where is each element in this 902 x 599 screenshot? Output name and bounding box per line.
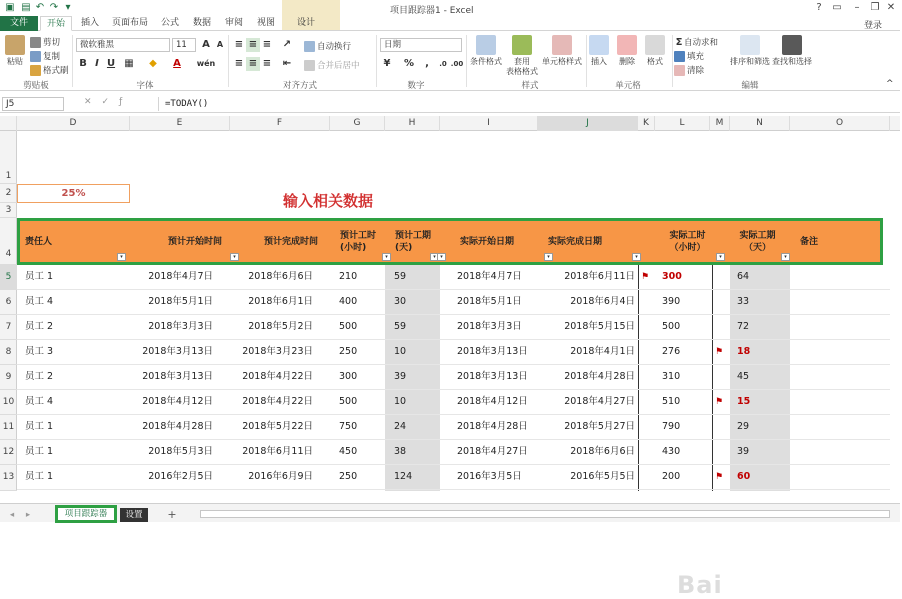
formula-input[interactable]: =TODAY() [158,97,896,111]
format-cells-button[interactable] [640,35,670,67]
column-header-selected[interactable]: J [538,116,638,131]
header-plan-hours-label: 预计工时 (小时) [340,230,377,253]
cell-as[interactable]: 2018年4月7日 [457,271,522,282]
header-plan-end-label: 预计完成时间 [263,236,318,247]
group-label-font: 字体 [136,81,154,91]
tab-insert[interactable]: 插入 [80,18,99,28]
row-header[interactable]: 9 [0,365,17,390]
ribbon-tabs [0,16,900,31]
cell-ah[interactable]: 276 [662,346,681,357]
cell-ad[interactable]: 60 [737,471,751,482]
cell-ah[interactable]: 510 [662,396,681,407]
copy-icon [30,51,41,62]
phonetic-icon[interactable]: wén [196,59,216,68]
cell-owner[interactable]: 员工 1 [25,271,54,282]
window-title: 项目跟踪器1 - Excel [390,6,474,16]
font-size-combo[interactable]: 11 [172,38,196,52]
flag-icon: ⚑ [641,272,650,282]
cell-owner[interactable]: 员工 4 [25,296,54,307]
name-box[interactable]: J5 [2,97,64,111]
sigma-icon: Σ [675,37,683,48]
table-row [17,340,890,365]
table-row [17,290,890,315]
scroll-left-icon[interactable]: ◂ [9,510,15,520]
cell-ph[interactable]: 500 [339,396,358,407]
sort-label: 排序和筛选 [730,57,770,66]
header-notes-label: 备注 [800,236,819,247]
binoculars-icon [782,35,802,55]
cell-pe[interactable]: 2018年6月1日 [248,296,313,307]
bold-button[interactable]: B [79,58,87,69]
cell-pe[interactable]: 2016年6月9日 [248,471,313,482]
row-header[interactable]: 10 [0,390,17,415]
redo-icon[interactable]: ↷ [49,2,59,13]
tab-home[interactable]: 开始 [40,16,72,31]
cell-pe[interactable]: 2018年4月22日 [242,371,313,382]
cell-ae[interactable]: 2018年6月6日 [570,446,635,457]
cell-ps[interactable]: 2018年5月3日 [148,446,213,457]
align-bottom-icon[interactable]: ≡ [262,39,272,50]
column-headers [0,116,900,131]
cell-pd[interactable]: 10 [394,396,407,407]
column-header[interactable]: L [655,116,710,131]
insert-cells-icon [589,35,609,55]
wrap-text-button[interactable] [304,40,351,52]
ribbon-display-icon[interactable]: ▭ [832,2,842,13]
paste-label: 粘贴 [7,57,23,66]
formula-buttons [84,97,132,107]
header-plan-days-label: 预计工期 (天) [395,230,432,253]
cell-ad[interactable]: 45 [737,371,750,382]
cell-ad[interactable]: 15 [737,396,751,407]
align-left-icon[interactable]: ≡ [234,58,244,69]
cell-ae[interactable]: 2018年4月27日 [564,396,635,407]
cell-pe[interactable]: 2018年5月2日 [248,321,313,332]
insert-cells-label: 插入 [591,57,607,66]
flag-icon: ⚑ [715,347,724,357]
italic-button[interactable]: I [95,58,99,69]
cell-ph[interactable]: 500 [339,321,358,332]
cell-owner[interactable]: 员工 2 [25,371,54,382]
separator [672,35,673,87]
filter-dropdown-icon[interactable]: ▾ [632,253,641,261]
separator [72,35,73,87]
cell-ad[interactable]: 18 [737,346,751,357]
cell-ae[interactable]: 2018年4月28日 [564,371,635,382]
sheet-heading: 输入相关数据 [283,192,374,210]
cell-as[interactable]: 2018年3月3日 [457,321,522,332]
row-headers [0,131,17,491]
delete-cells-button[interactable] [612,35,642,67]
format-cells-icon [645,35,665,55]
cell-ps[interactable]: 2018年3月3日 [148,321,213,332]
cell-ae[interactable]: 2016年5月5日 [570,471,635,482]
cell-ae[interactable]: 2018年6月4日 [570,296,635,307]
header-plan-days[interactable] [395,221,450,262]
cell-ph[interactable]: 250 [339,471,358,482]
column-header[interactable]: N [730,116,790,131]
column-header[interactable]: I [440,116,538,131]
cell-as[interactable]: 2016年3月5日 [457,471,522,482]
merge-label: 合并后居中 [317,61,360,71]
cell-ph[interactable]: 400 [339,296,358,307]
fill-label: 填充 [687,52,705,62]
clear-button[interactable] [674,64,704,76]
row-header[interactable]: 1 [0,131,17,184]
cell-ah[interactable]: 790 [662,421,681,432]
cell-ah[interactable]: 300 [662,271,682,282]
enter-icon[interactable]: ✓ [101,97,120,107]
increase-decimal-icon[interactable]: .0 [439,60,447,68]
help-icon[interactable]: ? [816,2,822,13]
excel-logo-icon: ▣ [5,2,15,13]
underline-button[interactable]: U [106,58,116,69]
header-plan-hours[interactable] [340,221,395,262]
fill-down-icon [674,51,685,62]
cell-ae[interactable]: 2018年5月27日 [564,421,635,432]
cell-ps[interactable]: 2016年2月5日 [148,471,213,482]
cell-as[interactable]: 2018年4月28日 [457,421,528,432]
paste-button[interactable] [0,35,30,67]
eraser-icon [674,65,685,76]
filter-dropdown-icon[interactable]: ▾ [430,253,439,261]
find-select-button[interactable] [770,35,814,67]
row-header[interactable]: 4 [0,218,17,265]
cell-as[interactable]: 2018年4月27日 [457,446,528,457]
cell-ps[interactable]: 2018年3月13日 [142,346,213,357]
column-header[interactable]: G [330,116,385,131]
cell-ah[interactable]: 390 [662,296,681,307]
row-header[interactable]: 3 [0,203,17,218]
decrease-decimal-icon[interactable]: .00 [450,60,464,68]
clear-label: 清除 [687,66,705,76]
wrap-icon [304,41,315,52]
comma-icon[interactable]: , [425,58,429,69]
cut-button[interactable] [30,36,60,48]
row-header[interactable]: 11 [0,415,17,440]
conditional-format-button[interactable] [466,35,506,67]
table-row [17,465,890,490]
cell-ad[interactable]: 64 [737,271,750,282]
table-row [17,390,890,415]
decrease-font-icon[interactable]: A [216,40,224,49]
cell-owner[interactable]: 员工 4 [25,396,54,407]
cell-pd[interactable]: 10 [394,346,407,357]
collapse-ribbon-icon[interactable]: ^ [886,79,894,89]
separator [228,35,229,87]
cell-ah[interactable]: 500 [662,321,681,332]
cell-ae[interactable]: 2018年4月1日 [570,346,635,357]
filter-dropdown-icon[interactable]: ▾ [437,253,446,261]
cell-ps[interactable]: 2018年3月13日 [142,371,213,382]
filter-dropdown-icon[interactable]: ▾ [544,253,553,261]
cell-pd[interactable]: 38 [394,446,407,457]
scroll-right-icon[interactable]: ▸ [25,510,31,520]
number-format-combo[interactable]: 日期 [380,38,462,52]
copy-label: 复制 [43,52,61,62]
header-plan-start-label: 预计开始时间 [167,236,222,247]
borders-icon[interactable]: ▦ [124,58,134,69]
separator [376,35,377,87]
cell-pe[interactable]: 2018年6月6日 [248,271,313,282]
header-owner-label: 责任人 [25,236,53,247]
filter-dropdown-icon[interactable]: ▾ [781,253,790,261]
cell-owner[interactable]: 员工 1 [25,471,54,482]
header-actual-hours-label: 实际工时 （小时） [669,230,706,253]
delete-cells-label: 删除 [619,57,635,66]
cell-ph[interactable]: 250 [339,346,358,357]
fx-icon[interactable]: ƒ [119,97,133,107]
header-actual-hours[interactable] [650,221,725,262]
cell-ae[interactable]: 2018年5月15日 [564,321,635,332]
row-header[interactable]: 12 [0,440,17,465]
merge-icon [304,60,315,71]
cell-style-icon [552,35,572,55]
row-header[interactable]: 8 [0,340,17,365]
orientation-icon[interactable]: ↗ [282,39,292,50]
cell-ah[interactable]: 200 [662,471,681,482]
wrap-label: 自动换行 [317,42,352,52]
cell-ps[interactable]: 2018年4月28日 [142,421,213,432]
column-header[interactable]: K [638,116,655,131]
cell-ph[interactable]: 750 [339,421,358,432]
cell-pe[interactable]: 2018年3月23日 [242,346,313,357]
row-header-selected[interactable]: 5 [0,265,17,290]
table-format-label: 套用 表格格式 [506,57,538,76]
header-actual-end-label: 实际完成日期 [548,236,603,247]
conditional-format-icon [476,35,496,55]
group-label-cells: 单元格 [615,81,641,91]
minimize-button[interactable]: – [854,2,860,13]
table-format-icon [512,35,532,55]
cell-ps[interactable]: 2018年4月7日 [148,271,213,282]
watermark: Bai [677,571,723,599]
cell-pd[interactable]: 59 [394,321,407,332]
header-notes[interactable] [800,221,860,262]
cell-as[interactable]: 2018年5月1日 [457,296,522,307]
column-header[interactable]: H [385,116,440,131]
header-actual-days[interactable] [725,221,790,262]
cell-owner[interactable]: 员工 3 [25,346,54,357]
accounting-icon[interactable]: ¥ [383,58,391,69]
cell-ae[interactable]: 2018年6月11日 [564,271,635,282]
sheet-tab-bar [0,503,900,522]
cell-ad[interactable]: 29 [737,421,750,432]
cell-pe[interactable]: 2018年6月11日 [242,446,313,457]
cell-pd[interactable]: 39 [394,371,407,382]
cell-ph[interactable]: 210 [339,271,358,282]
row-header[interactable]: 2 [0,184,17,203]
column-header[interactable]: F [230,116,330,131]
format-painter-button[interactable] [30,64,69,76]
tab-design[interactable]: 设计 [296,18,315,28]
login-link[interactable]: 登录 [863,21,882,31]
tab-file[interactable]: 文件 [0,16,38,31]
cell-ah[interactable]: 430 [662,446,681,457]
group-label-styles: 样式 [521,81,539,91]
fill-color-icon[interactable]: ◆ [149,58,157,69]
column-header[interactable]: D [17,116,130,131]
formula-bar [0,95,900,113]
table-row [17,415,890,440]
customize-qat-icon[interactable]: ▾ [65,2,71,13]
cell-pd[interactable]: 59 [394,271,407,282]
cell-ph[interactable]: 300 [339,371,358,382]
autosum-label: 自动求和 [684,38,719,48]
filter-dropdown-icon[interactable]: ▾ [230,253,239,261]
autosum-button[interactable] [674,36,718,48]
header-actual-start-label: 实际开始日期 [460,236,515,247]
ribbon [0,31,900,91]
sheet-tab-tracker[interactable]: 项目跟踪器 [55,505,117,523]
header-owner[interactable] [25,221,125,262]
tab-data[interactable]: 数据 [192,18,211,28]
sheet-tab-settings[interactable]: 设置 [120,508,148,522]
align-top-icon[interactable]: ≡ [234,39,244,50]
tab-view[interactable]: 视图 [256,18,275,28]
filter-dropdown-icon[interactable]: ▾ [716,253,725,261]
flag-icon: ⚑ [715,472,724,482]
column-header[interactable]: M [710,116,730,131]
paste-icon [5,35,25,55]
row-header[interactable]: 6 [0,290,17,315]
delete-cells-icon [617,35,637,55]
table-row [17,440,890,465]
group-label-editing: 编辑 [741,81,759,91]
add-sheet-button[interactable]: + [167,508,177,521]
percent-button[interactable]: % [403,58,415,69]
increase-font-icon[interactable]: A [202,39,210,50]
header-actual-end[interactable] [548,221,643,262]
format-cells-label: 格式 [647,57,663,66]
cell-pe[interactable]: 2018年5月22日 [242,421,313,432]
select-all-corner[interactable] [0,116,17,131]
cell-owner[interactable]: 员工 2 [25,321,54,332]
cell-as[interactable]: 2018年3月13日 [457,371,528,382]
flag-icon: ⚑ [715,397,724,407]
align-right-icon[interactable]: ≡ [262,58,272,69]
title-bar [0,0,900,16]
tab-formulas[interactable]: 公式 [160,18,179,28]
indent-icon[interactable]: ⇤ [282,58,292,69]
row-header[interactable]: 13 [0,465,17,491]
cell-as[interactable]: 2018年4月12日 [457,396,528,407]
cell-ad[interactable]: 39 [737,446,750,457]
cancel-icon[interactable]: ✕ [84,97,102,107]
cell-style-label: 单元格样式 [542,57,582,66]
table-row [17,315,890,340]
cell-ps[interactable]: 2018年5月1日 [148,296,213,307]
table-row [17,365,890,390]
header-actual-start[interactable] [460,221,550,262]
cell-owner[interactable]: 员工 1 [25,421,54,432]
cell-as[interactable]: 2018年3月13日 [457,346,528,357]
cell-ph[interactable]: 450 [339,446,358,457]
cell-styles-button[interactable] [540,35,584,67]
tab-page-layout[interactable]: 页面布局 [111,18,148,28]
tab-review[interactable]: 审阅 [224,18,243,28]
cell-ah[interactable]: 310 [662,371,681,382]
filter-dropdown-icon[interactable]: ▾ [117,253,126,261]
sort-filter-button[interactable] [728,35,772,67]
align-middle-icon[interactable]: ≡ [246,38,260,52]
header-actual-days-label: 实际工期 （天） [739,230,776,253]
cell-ad[interactable]: 33 [737,296,750,307]
column-header[interactable]: E [130,116,230,131]
group-label-number: 数字 [407,81,425,91]
cell-owner[interactable]: 员工 1 [25,446,54,457]
filter-dropdown-icon[interactable]: ▾ [382,253,391,261]
cell-ad[interactable]: 72 [737,321,750,332]
table-row [17,265,890,290]
save-icon[interactable]: ▤ [21,2,31,13]
fill-button[interactable] [674,50,704,62]
group-label-alignment: 对齐方式 [282,81,317,91]
close-button[interactable]: ✕ [886,2,896,13]
table-header-row [17,218,883,265]
cell-pd[interactable]: 30 [394,296,407,307]
cell-pd[interactable]: 24 [394,421,407,432]
cell-pe[interactable]: 2018年4月22日 [242,396,313,407]
brush-icon [30,65,41,76]
align-center-icon[interactable]: ≡ [246,57,260,71]
merge-center-button[interactable] [304,59,360,71]
horizontal-scrollbar[interactable] [200,510,890,518]
font-name-combo[interactable]: 微软雅黑 [76,38,170,52]
undo-icon[interactable]: ↶ [35,2,45,13]
cut-label: 剪切 [43,38,61,48]
progress-percent-cell[interactable]: 25% [17,184,130,203]
group-label-clipboard: 剪贴板 [23,81,49,91]
row-header[interactable]: 7 [0,315,17,340]
scissors-icon [30,37,41,48]
find-label: 查找和选择 [772,57,812,66]
sort-icon [740,35,760,55]
conditional-format-label: 条件格式 [470,57,502,66]
restore-button[interactable]: ❐ [870,2,880,13]
header-plan-start[interactable] [130,221,236,262]
insert-cells-button[interactable] [584,35,614,67]
format-as-table-button[interactable] [502,35,542,77]
cell-pd[interactable]: 124 [394,471,413,482]
cell-ps[interactable]: 2018年4月12日 [142,396,213,407]
column-header[interactable]: O [790,116,890,131]
copy-button[interactable] [30,50,60,62]
font-color-icon[interactable]: A [173,58,181,69]
format-painter-label: 格式刷 [43,66,69,76]
